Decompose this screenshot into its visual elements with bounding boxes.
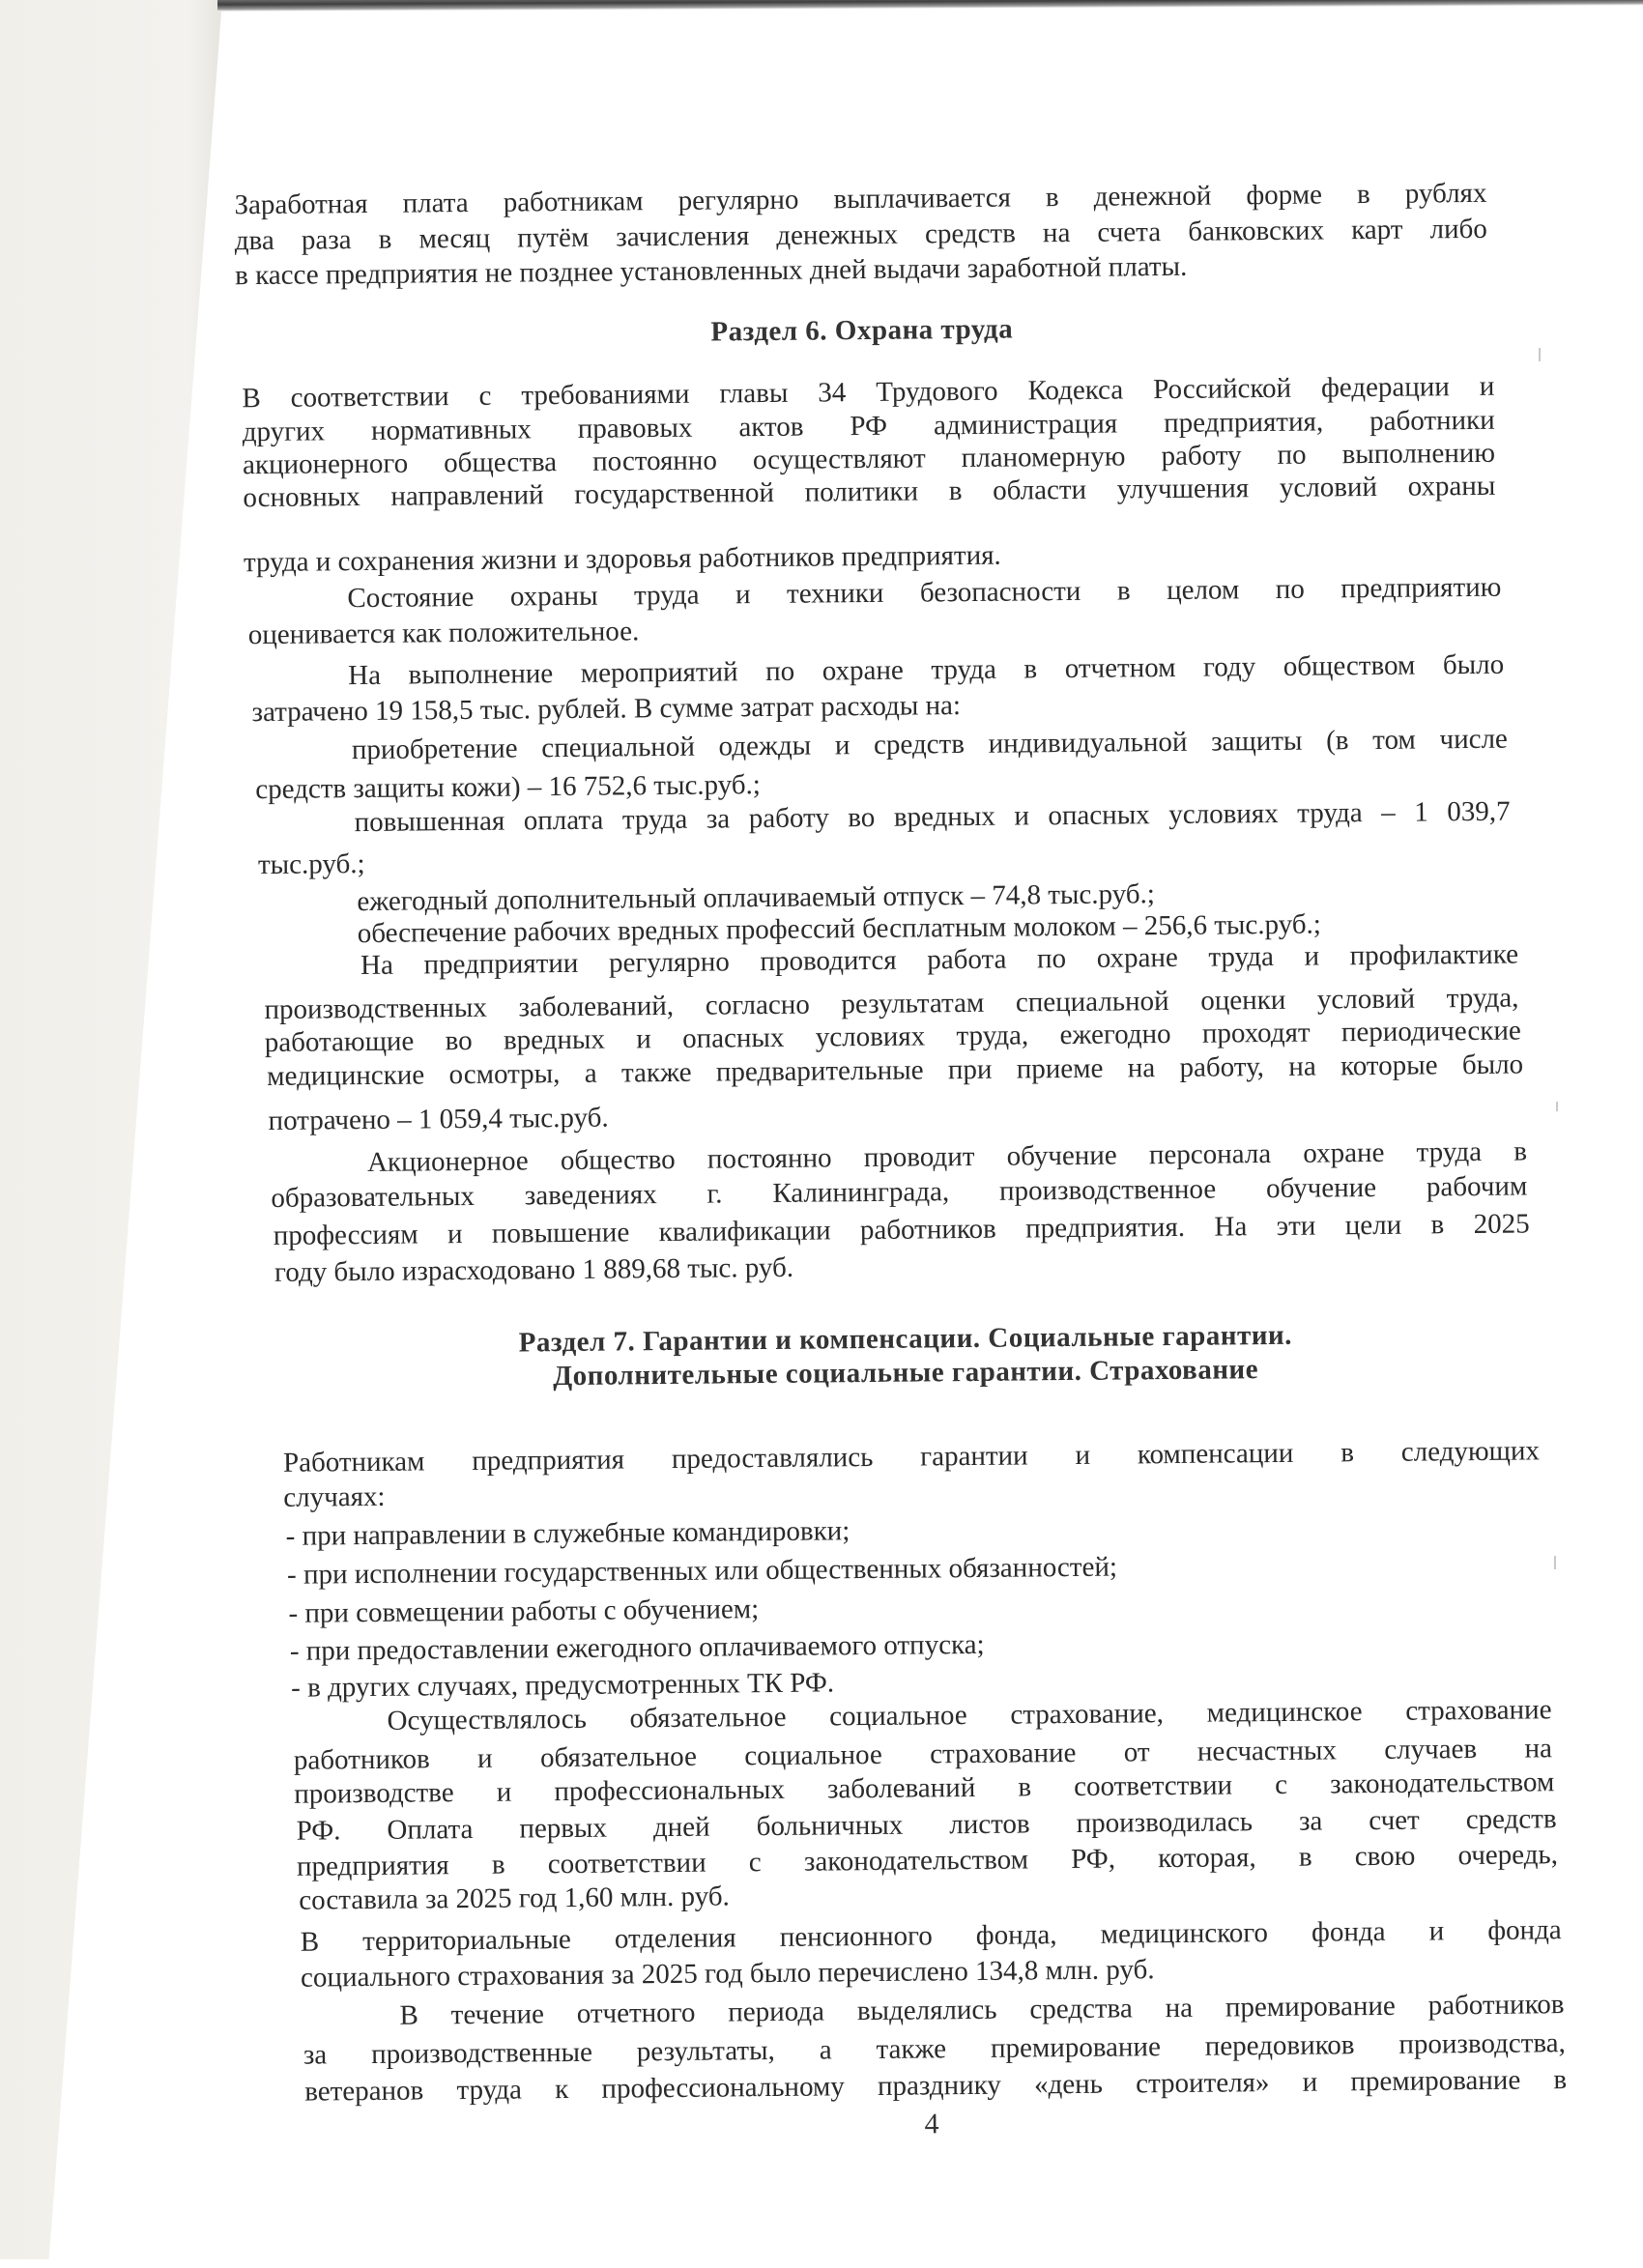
list-item: - при предоставлении ежегодного оплачиваемого отпуска; <box>289 1628 985 1667</box>
text-line: работников и обязательное социальное страхование от несчастных случаев на <box>293 1733 1553 1776</box>
text-line: медицинские осмотры, а также предварительные при приеме на работу, на которые было <box>266 1048 1524 1092</box>
text-line: РФ. Оплата первых дней больничных листов производилась за счет средств <box>296 1803 1557 1847</box>
text-line: обеспечение рабочих вредных профессий бесплатным молоком – 256,6 тыс.руб.; <box>357 908 1321 950</box>
text-line: Состояние охраны труда и техники безопасности в целом по предприятию <box>347 571 1502 615</box>
text-line: В соответствии с требованиями главы 34 Трудового Кодекса Российской федерации и <box>242 370 1495 415</box>
text-line: основных направлений государственной политики в области улучшения условий охраны <box>243 470 1496 514</box>
text-line: предприятия в соответствии с законодательством РФ, которая, в свою очередь, <box>296 1839 1559 1882</box>
text-line: ветеранов труда к профессиональному празднику «день строителя» и премирование в <box>304 2064 1568 2108</box>
section-7-heading-line-1: Раздел 7. Гарантии и компенсации. Социальные гарантии. <box>518 1319 1293 1359</box>
scan-speck <box>1554 1556 1556 1569</box>
text-line: средств защиты кожи) – 16 752,6 тыс.руб.; <box>255 769 762 806</box>
text-line: затрачено 19 158,5 тыс. рублей. В сумме затрат расходы на: <box>251 690 962 729</box>
section-7-heading-line-2: Дополнительные социальные гарантии. Страхование <box>553 1354 1259 1392</box>
text-line: потрачено – 1 059,4 тыс.руб. <box>268 1102 609 1136</box>
text-line: образовательных заведениях г. Калининграда, производственное обучение рабочим <box>271 1170 1528 1214</box>
text-line: оценивается как положительное. <box>247 616 640 651</box>
text-line: повышенная оплата труда за работу во вредных и опасных условиях труда – 1 039,7 <box>354 795 1511 839</box>
section-6-heading: Раздел 6. Охрана труда <box>710 313 1014 348</box>
text-line: Осуществлялось обязательное социальное страхование, медицинское страхование <box>387 1694 1552 1737</box>
list-item: - при исполнении государственных или общественных обязанностей; <box>286 1551 1118 1591</box>
text-line: в кассе предприятия не позднее установленных дней выдачи заработной платы. <box>235 250 1188 292</box>
text-line: производственных заболеваний, согласно результатам специальной оценки условий труда, <box>264 982 1519 1026</box>
text-line: Заработная плата работникам регулярно выплачивается в денежной форме в рублях <box>234 177 1487 221</box>
text-line: приобретение специальной одежды и средств индивидуальной защиты (в том числе <box>351 723 1509 766</box>
text-line: работающие во вредных и опасных условиях труда, ежегодно проходят периодические <box>264 1015 1521 1059</box>
page-number: 4 <box>924 2108 939 2140</box>
text-line: ежегодный дополнительный оплачиваемый отпуск – 74,8 тыс.руб.; <box>357 878 1156 918</box>
text-line: производстве и профессиональных заболеваний в соответствии с законодательством <box>294 1766 1555 1810</box>
text-line: социального страхования за 2025 год было перечислено 134,8 млн. руб. <box>300 1954 1155 1994</box>
text-line: других нормативных правовых актов РФ администрация предприятия, работники <box>242 404 1495 448</box>
text-line: профессиям и повышение квалификации работников предприятия. На эти цели в 2025 <box>273 1208 1530 1251</box>
text-line: за производственные результаты, а также премирование передовиков производства, <box>303 2027 1566 2071</box>
text-line: случаях: <box>283 1480 386 1513</box>
text-line: году было израсходовано 1 889,68 тыс. руб. <box>274 1251 794 1288</box>
text-line: На предприятии регулярно проводится работа по охране труда и профилактике <box>360 938 1519 982</box>
text-line: тыс.руб.; <box>257 848 365 881</box>
text-line: акционерного общества постоянно осуществляют планомерную работу по выполнению <box>242 437 1496 481</box>
text-line: Акционерное общество постоянно проводит обучение персонала охране труда в <box>366 1135 1528 1178</box>
text-line: составила за 2025 год 1,60 млн. руб. <box>299 1880 730 1916</box>
text-line: На выполнение мероприятий по охране труда в отчетном году обществом было <box>348 648 1505 692</box>
text-line: В течение отчетного периода выделялись средства на премирование работников <box>399 1989 1565 2031</box>
text-line: труда и сохранения жизни и здоровья работников предприятия. <box>243 539 1001 579</box>
list-item: - при направлении в служебные командировки; <box>285 1515 850 1552</box>
list-item: - в других случаях, предусмотренных ТК РФ. <box>291 1667 835 1704</box>
text-line: два раза в месяц путём зачисления денежных средств на счета банковских карт либо <box>234 213 1487 257</box>
scan-speck <box>1539 348 1541 361</box>
scan-speck <box>1556 1102 1558 1111</box>
text-line: Работникам предприятия предоставлялись гарантии и компенсации в следующих <box>282 1435 1541 1479</box>
list-item: - при совмещении работы с обучением; <box>288 1593 760 1629</box>
text-line: В территориальные отделения пенсионного фонда, медицинского фонда и фонда <box>300 1914 1562 1958</box>
